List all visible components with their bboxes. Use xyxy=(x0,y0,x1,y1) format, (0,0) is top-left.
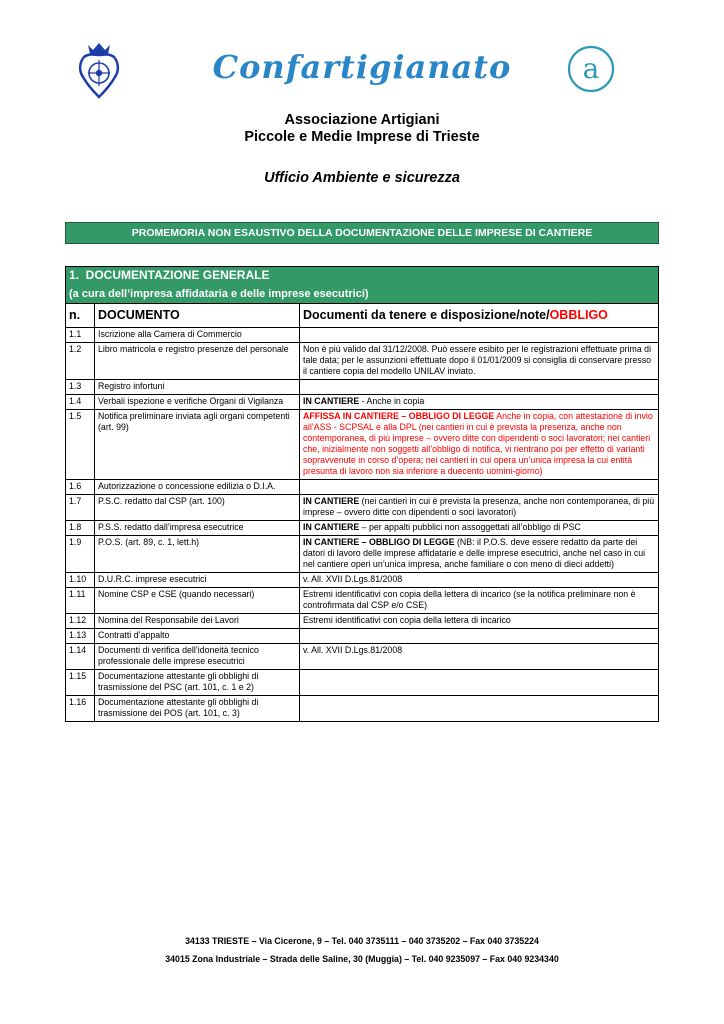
confartigianato-script-logo: Confartigianato xyxy=(212,48,512,86)
table-row xyxy=(66,328,659,343)
note-text-segment: (nei cantieri in cui è prevista la presenza, anche non contemporanea, di più imprese – ovvero ditte con dipendenti o soci lavoratori) xyxy=(303,496,655,517)
column-header-number: n. xyxy=(66,304,95,328)
document-note xyxy=(300,380,659,395)
column-header-obbligo: OBBLIGO xyxy=(549,308,608,322)
document-name: Autorizzazione o concessione edilizia o D.I.A. xyxy=(95,480,300,495)
note-text-segment: Estremi identificativi con copia della lettera di incarico (se la notifica preliminare non è controfirmata dal CSP e/o CSE) xyxy=(303,589,636,610)
document-note xyxy=(300,614,659,629)
row-number: 1.10 xyxy=(66,573,95,588)
document-note xyxy=(300,644,659,670)
note-text-segment: IN CANTIERE xyxy=(303,396,360,406)
document-note xyxy=(300,629,659,644)
org-name-line2: Piccole e Medie Imprese di Trieste xyxy=(244,129,480,145)
row-number: 1.7 xyxy=(66,495,95,521)
table-row xyxy=(66,495,659,521)
table-row xyxy=(66,410,659,480)
logo-row xyxy=(0,38,724,108)
table-body xyxy=(66,328,659,722)
table-row xyxy=(66,644,659,670)
note-text-segment: Estremi identificativi con copia della lettera di incarico xyxy=(303,615,511,625)
row-number: 1.12 xyxy=(66,614,95,629)
column-header-notes xyxy=(300,304,659,328)
row-number: 1.8 xyxy=(66,521,95,536)
column-header-notes-text: Documenti da tenere e disposizione/note/ xyxy=(303,308,550,322)
document-name: P.S.S. redatto dall’impresa esecutrice xyxy=(95,521,300,536)
document-name: Verbali ispezione e verifiche Organi di Vigilanza xyxy=(95,395,300,410)
row-number: 1.1 xyxy=(66,328,95,343)
row-number: 1.3 xyxy=(66,380,95,395)
document-note xyxy=(300,536,659,573)
table-row xyxy=(66,521,659,536)
table-row xyxy=(66,395,659,410)
document-name: Registro infortuni xyxy=(95,380,300,395)
document-note xyxy=(300,521,659,536)
office-subtitle: Ufficio Ambiente e sicurezza xyxy=(264,170,460,186)
document-note xyxy=(300,670,659,696)
table-row xyxy=(66,480,659,495)
section-subtitle: (a cura dell’impresa affidataria e delle imprese esecutrici) xyxy=(69,288,369,300)
row-number: 1.14 xyxy=(66,644,95,670)
note-text-segment: Non è più valido dal 31/12/2008. Può essere esibito per le registrazioni effettuate prima di tale data; per le assunzioni effettuate dopo il 01/01/2009 si consiglia di conservare presso il cantiere copia del modello UNILAV inviato. xyxy=(303,344,652,376)
footer-address-1: 34133 TRIESTE – Via Cicerone, 9 – Tel. 040 3735111 – 040 3735202 – Fax 040 3735224 xyxy=(185,936,539,946)
document-name: Notifica preliminare inviata agli organi competenti (art. 99) xyxy=(95,410,300,480)
organization-title xyxy=(0,112,724,146)
table-row xyxy=(66,629,659,644)
note-text-segment: (NB: il P.O.S. deve essere redatto da parte dei datori di lavoro delle imprese affidatarie e delle imprese esecutrici, anche nel caso in cui nel cantiere operi un’unica impresa, anche familiare o con meno di dieci addetti) xyxy=(303,537,646,569)
memo-banner: PROMEMORIA NON ESAUSTIVO DELLA DOCUMENTAZIONE DELLE IMPRESE DI CANTIERE xyxy=(65,222,659,244)
document-name: Nomine CSP e CSE (quando necessari) xyxy=(95,588,300,614)
document-note xyxy=(300,495,659,521)
footer xyxy=(0,936,724,965)
table-row xyxy=(66,380,659,395)
row-number: 1.15 xyxy=(66,670,95,696)
org-name-line1: Associazione Artigiani xyxy=(284,112,440,128)
note-text-segment: IN CANTIERE – OBBLIGO DI LEGGE xyxy=(303,537,455,547)
note-text-segment: – per appalti pubblici non assoggettati all’obbligo di PSC xyxy=(359,522,581,532)
document-note xyxy=(300,328,659,343)
document-name: Contratti d’appalto xyxy=(95,629,300,644)
document-note xyxy=(300,343,659,380)
document-name: Documentazione attestante gli obblighi di trasmissione del PSC (art. 101, c. 1 e 2) xyxy=(95,670,300,696)
document-name: P.O.S. (art. 89, c. 1, lett.h) xyxy=(95,536,300,573)
table-row xyxy=(66,614,659,629)
row-number: 1.2 xyxy=(66,343,95,380)
row-number: 1.4 xyxy=(66,395,95,410)
note-text-segment: IN CANTIERE xyxy=(303,522,360,532)
note-text-segment: IN CANTIERE xyxy=(303,496,360,506)
document-name: P.S.C. redatto dal CSP (art. 100) xyxy=(95,495,300,521)
row-number: 1.13 xyxy=(66,629,95,644)
table-row xyxy=(66,588,659,614)
table-row xyxy=(66,670,659,696)
note-text-segment: v. All. XVII D.Lgs.81/2008 xyxy=(303,645,403,655)
svg-text:a: a xyxy=(582,52,600,85)
document-note xyxy=(300,573,659,588)
note-text-segment: AFFISSA IN CANTIERE – OBBLIGO DI LEGGE xyxy=(303,411,495,421)
table-row xyxy=(66,343,659,380)
document-name: D.U.R.C. imprese esecutrici xyxy=(95,573,300,588)
table-row xyxy=(66,573,659,588)
document-name: Documentazione attestante gli obblighi di trasmissione dei POS (art. 101, c. 3) xyxy=(95,696,300,722)
document-name: Documenti di verifica dell’idoneità tecnico professionale delle imprese esecutrici xyxy=(95,644,300,670)
document-name: Nomina del Responsabile dei Lavori xyxy=(95,614,300,629)
section-header-row xyxy=(66,267,659,304)
note-text-segment: - Anche in copia xyxy=(359,396,425,406)
section-title: 1. DOCUMENTAZIONE GENERALE xyxy=(69,268,270,282)
row-number: 1.11 xyxy=(66,588,95,614)
document-note xyxy=(300,480,659,495)
column-header-document: DOCUMENTO xyxy=(95,304,300,328)
note-text-segment: v. All. XVII D.Lgs.81/2008 xyxy=(303,574,403,584)
table-row xyxy=(66,536,659,573)
section-header xyxy=(66,267,659,304)
row-number: 1.6 xyxy=(66,480,95,495)
document-name: Iscrizione alla Camera di Commercio xyxy=(95,328,300,343)
document-name: Libro matricola e registro presenze del personale xyxy=(95,343,300,380)
document-note xyxy=(300,395,659,410)
document-note xyxy=(300,410,659,480)
row-number: 1.16 xyxy=(66,696,95,722)
documentation-table xyxy=(65,266,659,722)
table-row xyxy=(66,696,659,722)
row-number: 1.5 xyxy=(66,410,95,480)
note-text-segment: Anche in copia, con attestazione di invio all’ASS - SCPSAL e alla DPL (nei cantieri in cui è prevista la presenza, anche non contemporanea, di più imprese – ovvero ditte con dipendenti o soci lavoratori; nei cantieri che, inizialmente non soggetti all’obbligo di notifica, vi rientrano poi per effetto di varianti sopravvenute in corso d’opera; nei cantieri in cui opera un’unica impresa la cui entità presunta di lavoro non sia inferiore a duecento uomini-giorno) xyxy=(303,411,653,476)
document-note xyxy=(300,588,659,614)
document-note xyxy=(300,696,659,722)
row-number: 1.9 xyxy=(66,536,95,573)
circle-a-logo-icon xyxy=(564,42,618,101)
column-header-row xyxy=(66,304,659,328)
footer-address-2: 34015 Zona Industriale – Strada delle Saline, 30 (Muggia) – Tel. 040 9235097 – Fax 040 9234340 xyxy=(165,954,559,964)
